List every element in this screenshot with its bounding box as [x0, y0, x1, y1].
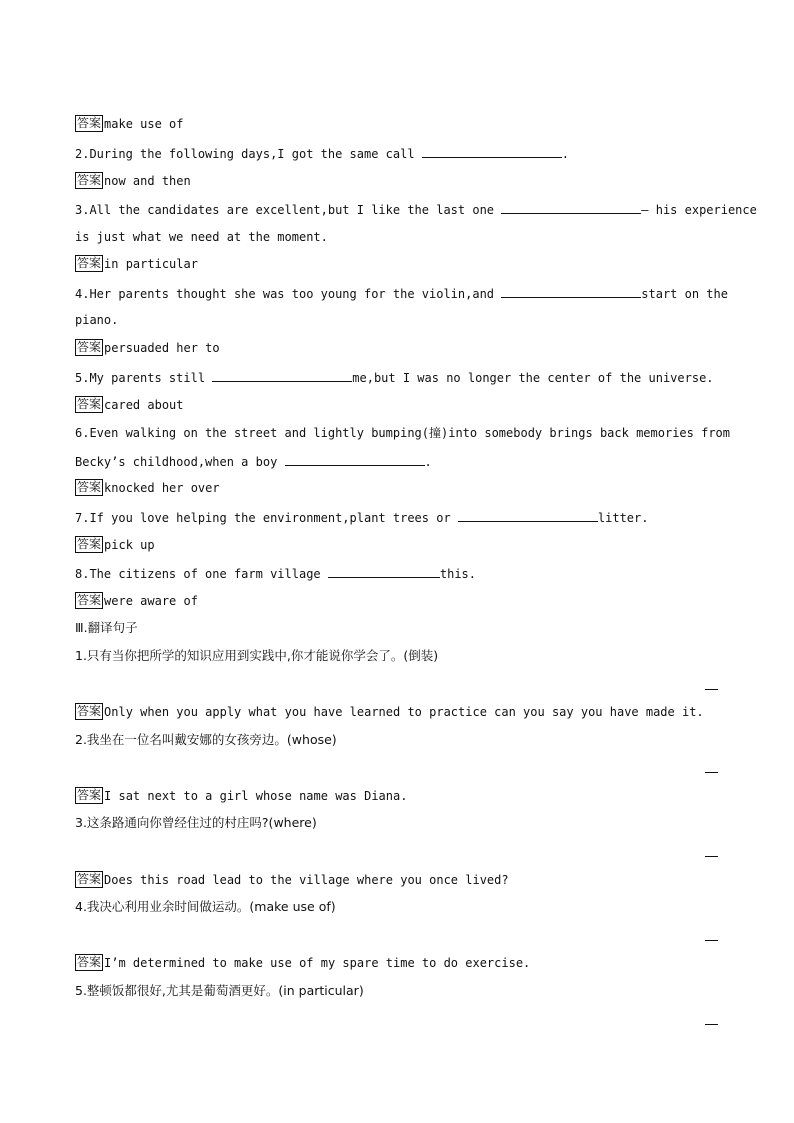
question-4-continued: piano. [75, 313, 119, 327]
question-text-end: me,but I was no longer the center of the universe. [352, 371, 714, 385]
answer-tag: 答案 [77, 480, 102, 494]
answer-blank[interactable] [285, 453, 425, 466]
translation-prompt-4: 4.我决心利用业余时间做运动。(make use of) [75, 899, 336, 914]
question-5 [75, 369, 714, 386]
answer-text: I’m determined to make use of my spare time to do exercise. [104, 955, 531, 970]
answer-text: persuaded her to [104, 340, 220, 355]
answer-tag: 答案 [77, 872, 102, 886]
answer-row-5 [75, 396, 184, 413]
answer-tag: 答案 [77, 955, 102, 969]
translation-prompt-3: 3.这条路通向你曾经住过的村庄吗?(where) [75, 815, 317, 830]
answer-tag: 答案 [77, 397, 102, 411]
section-title: Ⅲ.翻译句子 [75, 620, 138, 635]
answer-row-8 [75, 592, 198, 609]
question-text: 8.The citizens of one farm village [75, 567, 328, 581]
answer-row-1 [75, 115, 184, 132]
question-text-end: . [561, 147, 570, 161]
answer-blank[interactable] [501, 201, 641, 214]
answer-tag: 答案 [77, 593, 102, 607]
answer-blank[interactable] [212, 369, 352, 382]
question-text: 2.During the following days,I got the same call [75, 147, 422, 161]
answer-tag: 答案 [77, 173, 102, 187]
question-text-end: . [424, 455, 432, 469]
question-text: 5.My parents still [75, 371, 213, 385]
question-text: 4.Her parents thought she was too young for the violin,and [75, 287, 502, 301]
answer-tag: 答案 [77, 704, 102, 718]
question-4 [75, 285, 728, 302]
translation-prompt-5: 5.整顿饭都很好,尤其是葡萄酒更好。(in particular) [75, 983, 364, 998]
question-text: 7.If you love helping the environment,plant trees or [75, 511, 458, 525]
question-text: 3.All the candidates are excellent,but I like the last one [75, 203, 502, 217]
question-text: Becky’s childhood,when a boy [75, 455, 285, 469]
answer-tag: 答案 [77, 537, 102, 551]
answer-blank[interactable] [328, 565, 440, 578]
question-3 [75, 201, 757, 218]
answer-line-end [705, 856, 718, 857]
question-6-continued [75, 453, 432, 470]
answer-row-6 [75, 479, 220, 496]
question-text-end: litter. [597, 511, 649, 525]
answer-row-2 [75, 172, 191, 189]
translation-answer-2 [75, 787, 407, 804]
answer-row-7 [75, 536, 155, 553]
answer-text: cared about [104, 397, 184, 412]
answer-line-end [705, 772, 718, 773]
answer-text: pick up [104, 537, 155, 552]
answer-line-end [705, 940, 718, 941]
question-text-end: this. [439, 567, 476, 581]
question-text-end: start on the [641, 287, 728, 301]
answer-text: Does this road lead to the village where you once lived? [104, 872, 509, 887]
translation-answer-1 [75, 703, 704, 720]
translation-prompt-2: 2.我坐在一位名叫戴安娜的女孩旁边。(whose) [75, 732, 337, 747]
answer-tag: 答案 [77, 788, 102, 802]
answer-text: in particular [104, 256, 198, 271]
translation-answer-3 [75, 871, 509, 888]
answer-blank[interactable] [422, 145, 562, 158]
answer-blank[interactable] [501, 285, 641, 298]
question-8 [75, 565, 476, 582]
answer-text: make use of [104, 116, 184, 131]
answer-text: Only when you apply what you have learned to practice can you say you have made it. [104, 704, 704, 719]
question-3-continued: is just what we need at the moment. [75, 230, 328, 244]
answer-tag: 答案 [77, 116, 102, 130]
answer-blank[interactable] [458, 509, 598, 522]
answer-text: I sat next to a girl whose name was Diana. [104, 788, 408, 803]
question-2 [75, 145, 569, 162]
answer-line-end [705, 1024, 718, 1025]
translation-answer-4 [75, 954, 530, 971]
answer-text: were aware of [104, 593, 198, 608]
answer-tag: 答案 [77, 340, 102, 354]
question-text-end: — his experience [641, 203, 757, 217]
answer-tag: 答案 [77, 256, 102, 270]
answer-row-3 [75, 255, 198, 272]
answer-text: knocked her over [104, 480, 220, 495]
translation-prompt-1: 1.只有当你把所学的知识应用到实践中,你才能说你学会了。(倒装) [75, 648, 439, 663]
question-6: 6.Even walking on the street and lightly bumping(撞)into somebody brings back memories from [75, 426, 730, 440]
question-7 [75, 509, 648, 526]
answer-text: now and then [104, 173, 191, 188]
answer-row-4 [75, 339, 220, 356]
answer-line-end [705, 689, 718, 690]
